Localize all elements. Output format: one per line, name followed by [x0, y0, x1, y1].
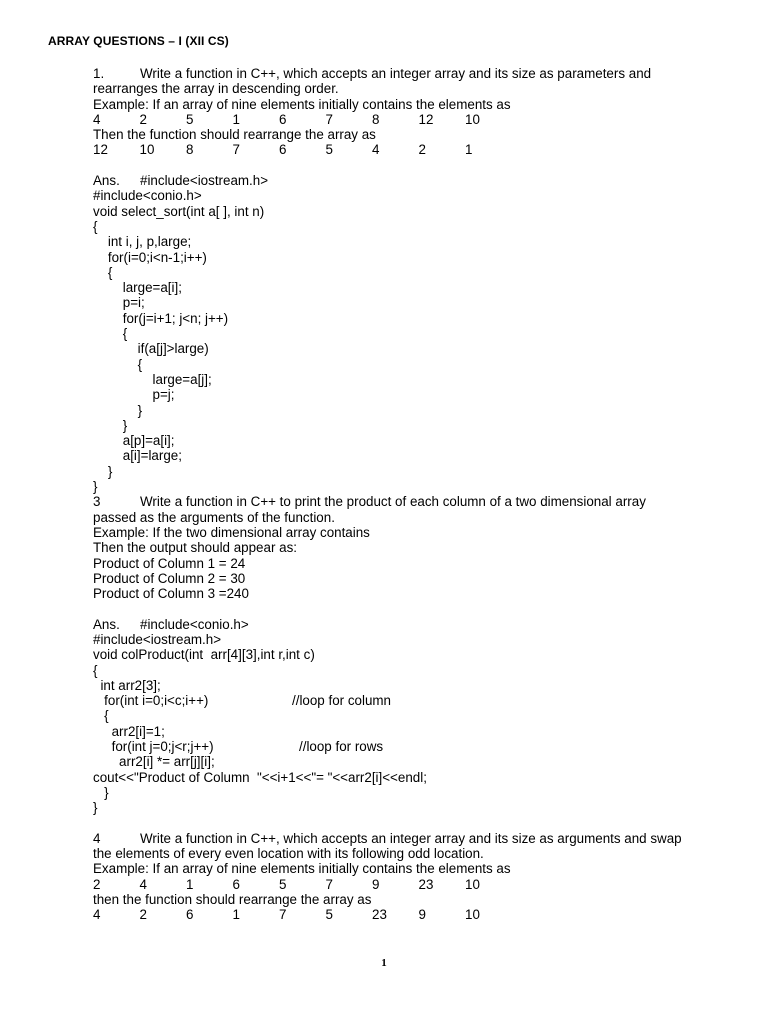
- code-comment: //loop for column: [292, 693, 391, 709]
- array-value: 2: [139, 111, 147, 127]
- array-value: 9: [418, 907, 426, 923]
- array-value: 8: [372, 111, 380, 127]
- code-line: {: [93, 218, 98, 234]
- array-value: 9: [372, 876, 380, 892]
- code-line: #include<conio.h>: [140, 616, 249, 632]
- q4-example: Example: If an array of nine elements initially contains the elements as: [93, 861, 511, 877]
- array-value: 12: [93, 142, 108, 158]
- document-body: [93, 66, 733, 923]
- code-line: large=a[i];: [93, 280, 182, 296]
- array-value: 6: [279, 142, 287, 158]
- q1-output-array: [93, 142, 733, 157]
- array-value: 4: [372, 142, 380, 158]
- code-line: cout<<"Product of Column "<<i+1<<"= "<<arr2[i]<<endl;: [93, 769, 427, 785]
- q3-result: Product of Column 3 =240: [93, 586, 249, 602]
- q4-then: then the function should rearrange the array as: [93, 892, 372, 908]
- code-line: large=a[j];: [93, 371, 212, 387]
- code-line: a[p]=a[i];: [93, 433, 175, 449]
- q1-ans-label: Ans.: [93, 173, 120, 189]
- code-line: for(int i=0;i<c;i++): [93, 693, 209, 709]
- array-value: 7: [325, 876, 333, 892]
- array-value: 6: [186, 907, 194, 923]
- array-value: 10: [465, 111, 480, 127]
- code-line: p=i;: [93, 295, 145, 311]
- code-line: arr2[i]=1;: [93, 723, 165, 739]
- page-number: 1: [381, 957, 387, 969]
- q3-statement-line1: [93, 494, 733, 509]
- code-line-with-comment: [93, 693, 733, 708]
- array-value: 10: [465, 876, 480, 892]
- array-value: 6: [232, 876, 240, 892]
- code-line: p=j;: [93, 387, 175, 403]
- code-line: int arr2[3];: [93, 677, 161, 693]
- q4-text-line2: the elements of every even location with its following odd location.: [93, 846, 484, 862]
- array-value: 4: [139, 876, 147, 892]
- code-line: if(a[j]>large): [93, 341, 209, 357]
- q3-result: Product of Column 1 = 24: [93, 555, 246, 571]
- array-value: 5: [325, 907, 333, 923]
- q1-input-array: [93, 112, 733, 127]
- code-line: #include<conio.h>: [93, 188, 202, 204]
- q1-text-line1: Write a function in C++, which accepts an integer array and its size as parameters and: [140, 66, 652, 81]
- array-value: 7: [232, 142, 240, 158]
- array-value: 8: [186, 142, 194, 158]
- code-line: a[i]=large;: [93, 448, 182, 464]
- code-line: arr2[i] *= arr[j][i];: [93, 754, 215, 770]
- array-value: 1: [232, 111, 240, 127]
- q3-answer-first-line: [93, 617, 733, 632]
- code-line: }: [93, 402, 143, 418]
- code-line: for(i=0;i<n-1;i++): [93, 249, 207, 265]
- q3-example: Example: If the two dimensional array contains: [93, 524, 370, 540]
- array-value: 2: [139, 907, 147, 923]
- q3-text-line1: Write a function in C++ to print the product of each column of a two dimensional array: [140, 494, 646, 510]
- code-line: for(j=i+1; j<n; j++): [93, 310, 229, 326]
- code-line: #include<iostream.h>: [93, 631, 222, 647]
- array-value: 5: [186, 111, 194, 127]
- array-value: 7: [279, 907, 287, 923]
- code-line: }: [93, 417, 128, 433]
- q1-number: 1.: [93, 66, 105, 81]
- q4-statement-line1: [93, 831, 733, 846]
- array-value: 10: [465, 907, 480, 923]
- array-value: 5: [279, 876, 287, 892]
- code-line: }: [93, 784, 109, 800]
- code-line: #include<iostream.h>: [140, 173, 269, 189]
- array-value: 6: [279, 111, 287, 127]
- q3-then: Then the output should appear as:: [93, 540, 297, 556]
- q1-answer-first-line: [93, 173, 733, 188]
- q1-text-line2: rearranges the array in descending order.: [93, 81, 339, 97]
- q3-text-line2: passed as the arguments of the function.: [93, 509, 335, 525]
- code-comment: //loop for rows: [299, 739, 384, 755]
- array-value: 5: [325, 142, 333, 158]
- array-value: 7: [325, 111, 333, 127]
- array-value: 4: [93, 111, 101, 127]
- array-value: 10: [139, 142, 155, 158]
- array-value: 23: [418, 876, 434, 892]
- q3-ans-label: Ans.: [93, 616, 120, 632]
- code-line-with-comment: [93, 739, 733, 754]
- document-header: ARRAY QUESTIONS – I (XII CS): [48, 34, 229, 48]
- code-line: {: [93, 708, 109, 724]
- q3-result: Product of Column 2 = 30: [93, 570, 246, 586]
- q4-number: 4: [93, 830, 101, 846]
- code-line: {: [93, 662, 98, 678]
- code-line: {: [93, 326, 128, 342]
- code-line: }: [93, 479, 98, 495]
- array-value: 12: [418, 111, 434, 127]
- array-value: 1: [465, 142, 473, 158]
- code-line: }: [93, 463, 113, 479]
- code-line: {: [93, 264, 113, 280]
- code-line: int i, j, p,large;: [93, 234, 192, 250]
- q4-text-line1: Write a function in C++, which accepts an integer array and its size as arguments and swap: [140, 830, 682, 846]
- array-value: 23: [372, 907, 387, 923]
- q4-input-array: [93, 877, 733, 892]
- code-line: for(int j=0;j<r;j++): [93, 739, 214, 755]
- code-line: {: [93, 356, 143, 372]
- q3-number: 3: [93, 494, 101, 510]
- code-line: void colProduct(int arr[4][3],int r,int c): [93, 647, 315, 663]
- array-value: 4: [93, 907, 101, 923]
- q4-output-array: [93, 907, 733, 922]
- array-value: 2: [93, 876, 101, 892]
- q1-statement-line1: [93, 66, 733, 81]
- q1-example: Example: If an array of nine elements initially contains the elements as: [93, 96, 511, 112]
- q1-then: Then the function should rearrange the array as: [93, 127, 376, 143]
- array-value: 1: [186, 876, 194, 892]
- code-line: }: [93, 800, 98, 816]
- code-line: void select_sort(int a[ ], int n): [93, 203, 265, 219]
- array-value: 1: [232, 907, 240, 923]
- array-value: 2: [418, 142, 426, 158]
